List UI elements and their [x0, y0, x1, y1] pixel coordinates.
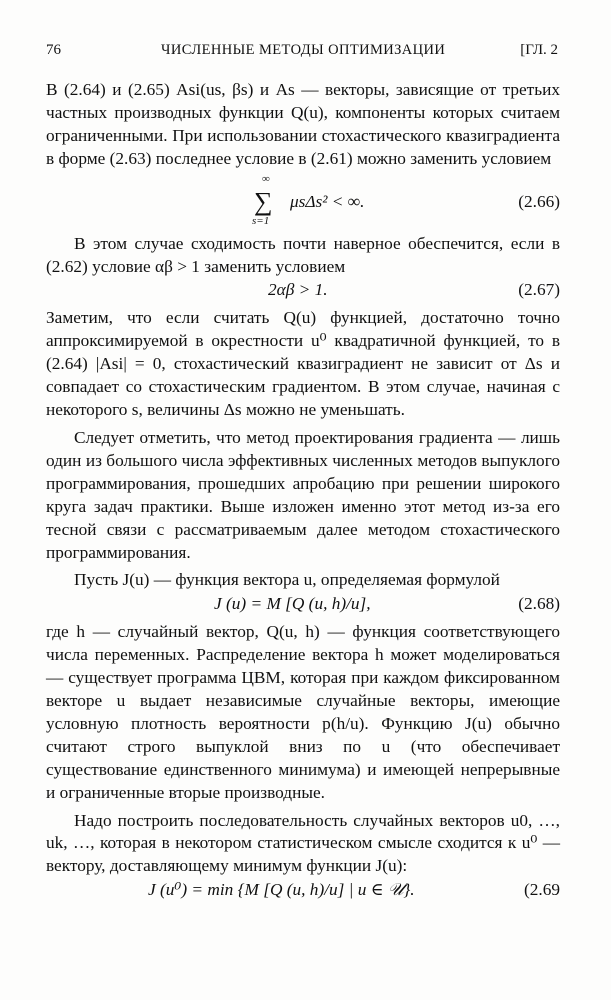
equation-2-66	[46, 171, 560, 233]
equation-formula: μsΔs² < ∞.	[290, 191, 365, 211]
equation-number: (2.66)	[518, 191, 560, 211]
page-body	[46, 79, 560, 902]
paragraph-6: где h — случайный вектор, Q(u, h) — функция соответствующего числа переменных. Распределение вектора h может моделироваться — существует программа ЦВМ, которая при каждом фиксированном векторе u выдает независимые случайные векторы, имеющие условную плотность вероятности p(h/u). Функцию J(u) обычно считают строго выпуклой вниз по u (что обеспечивает существование единственного минимума) и имеющей непрерывные и ограниченные вторые производные.	[46, 622, 560, 802]
equation-number: (2.67)	[518, 280, 560, 300]
running-title: ЧИСЛЕННЫЕ МЕТОДЫ ОПТИМИЗАЦИИ	[161, 42, 446, 58]
equation-formula: 2αβ > 1.	[268, 280, 328, 300]
equation-2-67	[46, 278, 560, 302]
running-header	[46, 42, 558, 64]
paragraph-7: Надо построить последовательность случайных векторов u0, …, uk, …, которая в некотором статистическом смысле сходится к u⁰ — вектору, доставляющему минимум функции J(u):	[46, 810, 560, 876]
paragraph-4: Следует отметить, что метод проектирования градиента — лишь один из большого числа эффективных численных методов выпуклого программирования, прошедших апробацию при решении широкого круга задач практики. Выше изложен именно этот метод из-за его тесной связи с рассматриваемым далее методом стохастического программирования.	[46, 427, 560, 562]
paragraph-1: В (2.64) и (2.65) Asi(us, βs) и As — векторы, зависящие от третьих частных производных функции Q(u), компоненты которых считаем ограниченными. При использовании стохастического квазиградиента в форме (2.63) последнее условие в (2.61) можно заменить условием	[46, 80, 560, 168]
equation-2-69	[46, 878, 560, 902]
equation-formula: J (u) = M [Q (u, h)/u],	[214, 594, 371, 614]
sum-lower-limit: s=1	[252, 214, 270, 227]
sum-upper-limit: ∞	[262, 172, 270, 185]
equation-number: (2.68)	[518, 594, 560, 614]
equation-number: (2.69	[524, 880, 560, 900]
page-number: 76	[46, 42, 61, 58]
chapter-label: [ГЛ. 2	[520, 42, 558, 58]
paragraph-5: Пусть J(u) — функция вектора u, определяемая формулой	[74, 570, 500, 590]
equation-2-68	[46, 592, 560, 616]
equation-formula: J (u⁰) = min {M [Q (u, h)/u] | u ∈ 𝒰}.	[148, 880, 415, 900]
sum-symbol: ∑	[254, 186, 273, 216]
paragraph-2: В этом случае сходимость почти наверное обеспечится, если в (2.62) условие αβ > 1 заменить условием	[46, 233, 560, 276]
paragraph-3: Заметим, что если считать Q(u) функцией, достаточно точно аппроксимируемой в окрестности u⁰ квадратичной функцией, то в (2.64) |Asi| = 0, стохастический квазиградиент не зависит от Δs и совпадает со стохастическим градиентом. В этом случае, начиная с некоторого s, величины Δs можно не уменьшать.	[46, 308, 560, 420]
